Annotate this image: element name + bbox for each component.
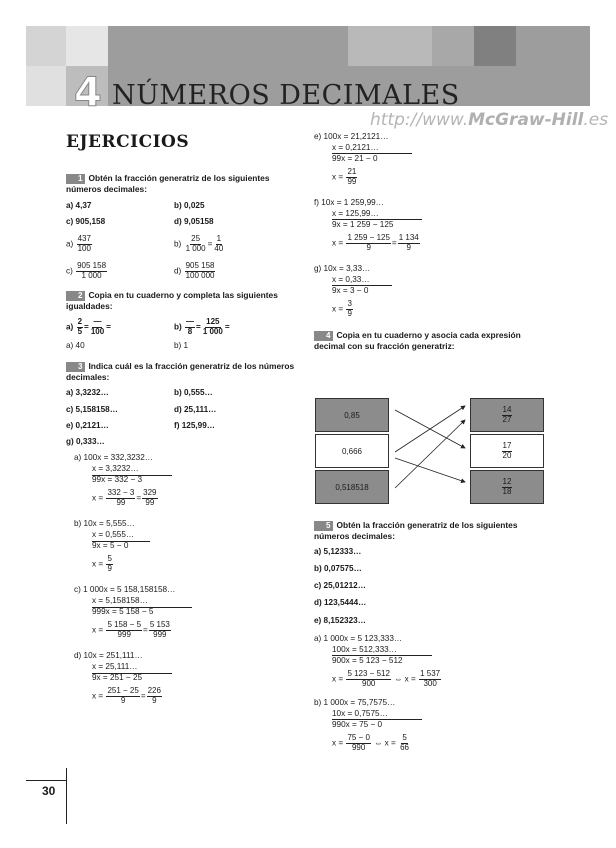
solution-5a: a) 1 000x = 5 123,333… 100x = 512,333… 900x = 5 123 − 512 x = $\frac{5 123 - 512}{900}$ ⇔ x = $\frac{1 537}{300}$	[314, 633, 441, 688]
exercise-2	[66, 290, 306, 312]
footer-rule	[26, 780, 66, 781]
item: c) 25,01212…	[314, 581, 366, 590]
ex2-items	[66, 318, 306, 337]
answer: c) $\frac{905 158}{1 000}$	[66, 260, 107, 280]
ex1-answers	[66, 235, 306, 280]
decimal-box: 0,518518	[315, 470, 389, 504]
footer-rule-vertical	[66, 768, 67, 824]
item: g) 0,333…	[66, 437, 105, 447]
right-column-lower	[314, 520, 554, 756]
ex5-items	[314, 547, 554, 626]
answer: a) 40	[66, 340, 85, 350]
item: e) 0,2121…	[66, 420, 109, 430]
ex3-items	[66, 388, 306, 447]
item: d) 25,111…	[174, 404, 217, 414]
header-block	[474, 26, 516, 66]
header-block	[348, 26, 432, 66]
decimal-box: 0,85	[315, 398, 389, 432]
item: c) 905,158	[66, 217, 106, 226]
decimal-box: 0,666	[315, 434, 389, 468]
solution-f: f) 10x = 1 259,99… x = 125,99… 9x = 1 259 − 125 x = $\frac{1 259 - 125}{9}$ = $\frac{1 134}{9}$	[314, 198, 554, 256]
page-number: 30	[42, 784, 56, 798]
exercise-4	[314, 330, 554, 352]
fraction-box: $\frac{12}{18}$	[470, 470, 544, 504]
exercise-number: 1	[66, 174, 85, 184]
right-column	[314, 132, 554, 352]
item: a) $\frac{2}{5}$ = $\frac{—}{100}$ =	[66, 316, 111, 336]
exercise-number: 3	[66, 362, 85, 372]
exercise-text: Copia en tu cuaderno y asocia cada expresión decimal con su fracción generatriz:	[314, 330, 521, 351]
item: a) 3,3232…	[66, 388, 109, 398]
item: d) 123,5444…	[314, 598, 367, 608]
item: c) 5,158158…	[66, 404, 118, 414]
exercise-number: 2	[66, 291, 85, 301]
item: f) 125,99…	[174, 420, 215, 430]
item: a) 5,12333…	[314, 546, 362, 556]
answer: a) $\frac{437}{100}$	[66, 234, 91, 254]
header-block	[432, 26, 474, 66]
solution-a: a) 100x = 332,3232… x = 3,3232… 99x = 332 − 3 x = $\frac{332 - 3}{99}$ = $\frac{329}{99}$	[74, 453, 306, 511]
exercise-number: 4	[314, 331, 333, 341]
exercise-3	[66, 361, 306, 383]
exercise-5	[314, 520, 554, 542]
exercise-number: 5	[314, 521, 333, 531]
exercise-text: Copia en tu cuaderno y completa las siguientes igualdades:	[66, 290, 278, 312]
answer: d) $\frac{905 158}{100 000}$	[174, 260, 215, 280]
solution-d: d) 10x = 251,111… x = 25,111… 9x = 251 − 25 x = $\frac{251 - 25}{9}$ = $\frac{226}{9}$	[74, 651, 306, 709]
item: b) 0,555…	[174, 388, 213, 398]
header-block	[66, 26, 108, 66]
section-title: EJERCICIOS	[66, 132, 190, 152]
arrow	[395, 458, 465, 482]
chapter-number: 4	[74, 70, 102, 116]
answer: b) 1	[174, 340, 189, 350]
arrow	[395, 410, 465, 448]
solution-b: b) 10x = 5,555… x = 0,555… 9x = 5 − 0 x = $\frac{5}{9}$	[74, 519, 306, 577]
item: b) 0,07575…	[314, 563, 362, 573]
exercise-1	[66, 173, 306, 195]
ex1-items	[66, 201, 306, 228]
item: b) 0,025	[174, 200, 205, 210]
solution-g: g) 10x = 3,33… x = 0,33… 9x = 3 − 0 x = $\frac{3}{9}$	[314, 264, 554, 322]
item: e) 8,152323…	[314, 615, 366, 625]
header-top-band	[0, 0, 616, 26]
fraction-box: $\frac{17}{20}$	[470, 434, 544, 468]
arrow	[395, 420, 465, 488]
ex2-answers	[66, 341, 306, 351]
publisher-url[interactable]: http://www.McGraw-Hill.es	[370, 110, 609, 130]
left-column	[66, 132, 306, 709]
item: a) 4,37	[66, 200, 92, 210]
answer: b) $\frac{25}{1 000}$ = $\frac{1}{40}$	[174, 234, 224, 254]
fraction-box: $\frac{14}{27}$	[470, 398, 544, 432]
item: d) 9,05158	[174, 217, 214, 226]
exercise-text: Indica cuál es la fracción generatriz de los números decimales:	[66, 360, 295, 382]
matching-diagram	[315, 398, 551, 508]
solution-c: c) 1 000x = 5 158,158158… x = 5,158158… 999x = 5 158 − 5 x = $\frac{5 158 - 5}{999}$ = $\frac{5 153}{999}$	[74, 585, 306, 643]
solution-e: e) 100x = 21,2121… x = 0,2121… 99x = 21 − 0 x = $\frac{21}{99}$	[314, 132, 554, 190]
exercise-text: Obtén la fracción generatriz de los siguientes números decimales:	[66, 173, 270, 195]
solution-5b: b) 1 000x = 75,7575… 10x = 0,7575… 990x = 75 − 0 x = $\frac{75 - 0}{990}$ ⇔ x = $\frac{5}{66}$	[314, 698, 554, 756]
chapter-title: NÚMEROS DECIMALES	[112, 80, 460, 111]
header-block	[26, 66, 66, 106]
item: b) $\frac{—}{8}$ = $\frac{125}{1 000}$ =	[174, 316, 230, 336]
arrow	[395, 406, 465, 452]
exercise-text: Obtén la fracción generatriz de los siguientes números decimales:	[314, 520, 518, 541]
